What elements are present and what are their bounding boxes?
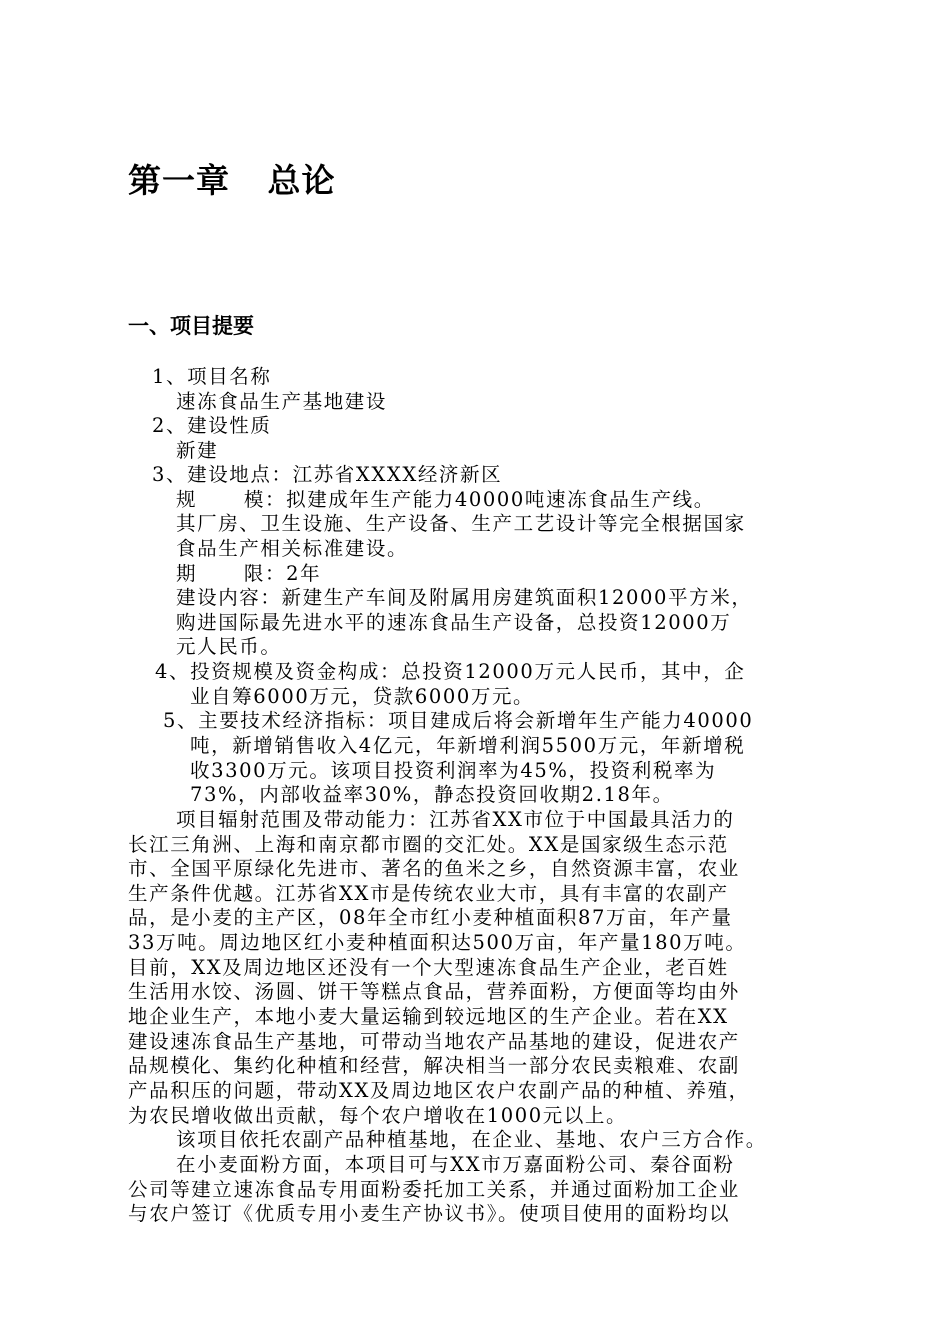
paragraph-line: 73%，内部收益率30%，静态投资回收期2.18年。 <box>190 783 674 806</box>
paragraph-line: 生活用水饺、汤圆、饼干等糕点食品，营养面粉，方便面等均由外 <box>128 980 740 1003</box>
paragraph-line: 生产条件优越。江苏省XX市是传统农业大市，具有丰富的农副产 <box>128 882 729 905</box>
paragraph-line: 其厂房、卫生设施、生产设备、生产工艺设计等完全根据国家 <box>176 512 746 535</box>
paragraph-line: 2、建设性质 <box>152 414 272 437</box>
paragraph-line: 产品积压的问题，带动XX及周边地区农户农副产品的种植、养殖， <box>128 1079 750 1102</box>
paragraph-line: 目前，XX及周边地区还没有一个大型速冻食品生产企业，老百姓 <box>128 956 729 979</box>
paragraph-line: 业自筹6000万元，贷款6000万元。 <box>190 685 535 708</box>
paragraph-line: 1、项目名称 <box>152 365 272 388</box>
paragraph-line: 品规模化、集约化种植和经营，解决相当一部分农民卖粮难、农副 <box>128 1054 740 1077</box>
paragraph-line: 新建 <box>176 439 219 462</box>
paragraph-line: 收3300万元。该项目投资利润率为45%，投资利税率为 <box>190 759 717 782</box>
paragraph-line: 在小麦面粉方面，本项目可与XX市万嘉面粉公司、秦谷面粉 <box>176 1153 735 1176</box>
paragraph-line: 项目辐射范围及带动能力：江苏省XX市位于中国最具活力的 <box>176 808 735 831</box>
paragraph-line: 食品生产相关标准建设。 <box>176 537 409 560</box>
paragraph-line: 4、投资规模及资金构成：总投资12000万元人民币，其中，企 <box>155 660 746 683</box>
paragraph-line: 建设内容：新建生产车间及附属用房建筑面积12000平方米， <box>176 586 753 609</box>
paragraph-line: 元人民币。 <box>176 635 282 658</box>
paragraph-line: 公司等建立速冻食品专用面粉委托加工关系，并通过面粉加工企业 <box>128 1178 740 1201</box>
paragraph-line: 品，是小麦的主产区，08年全市红小麦种植面积87万亩，年产量 <box>128 906 733 929</box>
paragraph-line: 与农户签订《优质专用小麦生产协议书》。使项目使用的面粉均以 <box>128 1202 731 1225</box>
paragraph-line: 市、全国平原绿化先进市、著名的鱼米之乡，自然资源丰富，农业 <box>128 857 740 880</box>
paragraph-line: 规 模：拟建成年生产能力40000吨速冻食品生产线。 <box>176 488 715 511</box>
paragraph-line: 地企业生产，本地小麦大量运输到较远地区的生产企业。若在XX <box>128 1005 729 1028</box>
paragraph-line: 该项目依托农副产品种植基地，在企业、基地、农户三方合作。 <box>176 1128 767 1151</box>
paragraph-line: 建设速冻食品生产基地，可带动当地农产品基地的建设，促进农产 <box>128 1030 740 1053</box>
paragraph-line: 为农民增收做出贡献，每个农户增收在1000元以上。 <box>128 1104 628 1127</box>
paragraph-line: 33万吨。周边地区红小麦种植面积达500万亩，年产量180万吨。 <box>128 931 747 954</box>
paragraph-line: 购进国际最先进水平的速冻食品生产设备，总投资12000万 <box>176 611 732 634</box>
paragraph-line: 长江三角洲、上海和南京都市圈的交汇处。XX是国家级生态示范 <box>128 833 729 856</box>
paragraph-line: 吨，新增销售收入4亿元，年新增利润5500万元，年新增税 <box>190 734 746 757</box>
paragraph-line: 期 限：2年 <box>176 562 322 585</box>
section-title: 一、项目提要 <box>128 314 254 338</box>
paragraph-line: 速冻食品生产基地建设 <box>176 390 388 413</box>
paragraph-line: 3、建设地点：江苏省XXXX经济新区 <box>152 463 503 486</box>
chapter-title: 第一章 总论 <box>128 161 336 200</box>
paragraph-line: 5、主要技术经济指标：项目建成后将会新增年生产能力40000 <box>163 709 754 732</box>
